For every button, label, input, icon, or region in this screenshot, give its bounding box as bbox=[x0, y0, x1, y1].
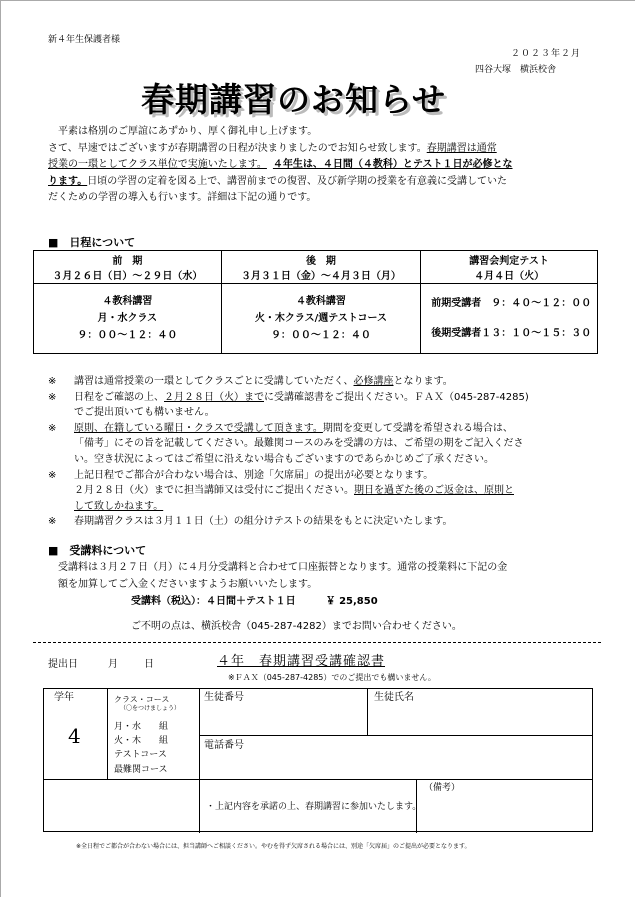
agreement-text: ・上記内容を承諾の上、春期講習に参加いたします。 bbox=[206, 802, 422, 812]
intro-line-1: 平素は格別のご厚誼にあずかり、厚く御礼申し上げます。 bbox=[58, 126, 318, 137]
intro-line-4: ります。日頃の学習の定着を図る上で、講習前までの復習、及び新学期の授業を有意義に受講していた bbox=[48, 175, 508, 187]
divider bbox=[199, 689, 200, 833]
schedule-table bbox=[33, 250, 598, 354]
intro-line-5: だくための学習の導入も行います。詳細は下記の通りです。 bbox=[48, 192, 317, 203]
intro-text bbox=[48, 124, 593, 207]
col3-header: 講習会判定テスト ４月４日（火） bbox=[421, 251, 598, 284]
col1-body: ４教科講習 月・水クラス ９：００～１２：４０ bbox=[34, 284, 222, 354]
fee-text: 受講料は３月２７日（月）に４月分受講料と合わせて口座振替となります。通常の授業料に下記の金 額を加算してご入金くださいますようお願いいたします。 受講料（税込）：４日間＋テスト１日 ￥ 25,850 bbox=[58, 562, 508, 607]
divider bbox=[44, 779, 592, 780]
divider bbox=[367, 689, 368, 735]
schedule-heading: ■ 日程について bbox=[48, 236, 136, 249]
submit-month-label: 月 bbox=[108, 659, 118, 670]
note-item: ※ 上記日程でご都合が合わない場合は、別途「欠席届」の提出が必要となります。 ２月２８日（火）までに担当講師又は受付にご提出ください。期日を過ぎた後のご返金は、原則と して致しかねます。 bbox=[48, 469, 514, 512]
note-item: ※ 日程をご確認の上、２月２８日（火）までに受講確認書をご提出ください。ＦＡＸ（045-287-4285) でご提出頂いても構いません。 bbox=[48, 391, 529, 419]
fee-heading: ■ 受講料について bbox=[48, 544, 147, 557]
intro-line-2: さて、早速ではございますが春期講習の日程が決まりましたのでお知らせ致します。春期講習は通常 bbox=[48, 142, 497, 154]
course-hint: （〇をつけましょう） bbox=[120, 705, 181, 712]
course-option-top[interactable]: 最難関コース bbox=[114, 765, 168, 775]
grade-value: 4 bbox=[68, 724, 81, 748]
student-number-label: 生徒番号 bbox=[204, 692, 244, 703]
col2-header: 後 期 ３月３１日（金）～４月３日（月） bbox=[221, 251, 421, 284]
col3-body: 前期受講者 ９：４０～１２：００ 後期受講者１３：１０～１５：３０ bbox=[421, 284, 598, 354]
submit-day-label: 日 bbox=[144, 659, 154, 670]
grade-label: 学年 bbox=[54, 692, 74, 703]
course-option-test[interactable]: テストコース bbox=[114, 750, 167, 760]
contact-text: ご不明の点は、横浜校舎（045-287-4282）までお問い合わせください。 bbox=[131, 621, 462, 632]
divider bbox=[199, 735, 592, 736]
footnote: ※全日程でご都合が合わない場合には、担当講師へご相談ください。やむを得ず欠席される場合には、別途「欠席届」のご提出が必要となります。 bbox=[76, 843, 471, 850]
note-item: ※ 原則、在籍している曜日・クラスで受講して頂きます。期間を変更して受講を希望される場合は、 「備考」にその旨を記載してください。最難関コースのみを受講の方は、ご希望の期をご記入くださ い。空き状況によってはご希望に沿えない場合もございますのであらかじめご了承ください。 bbox=[48, 422, 524, 465]
fax-note: ※ＦＡＸ（045-287-4285）でのご提出でも構いません。 bbox=[228, 673, 436, 682]
confirmation-form bbox=[43, 688, 593, 832]
col1-header: 前 期 ３月２６日（日）～２９日（水） bbox=[34, 251, 222, 284]
phone-label: 電話番号 bbox=[204, 740, 244, 751]
cut-line bbox=[33, 642, 601, 643]
student-name-label: 生徒氏名 bbox=[374, 692, 414, 703]
submit-date-label: 提出日 bbox=[48, 659, 78, 670]
course-option-tue-thu[interactable]: 火・木 組 bbox=[114, 736, 169, 746]
course-option-mon-wed[interactable]: 月・水 組 bbox=[114, 722, 169, 732]
course-label: クラス・コース bbox=[114, 695, 170, 704]
recipient: 新４年生保護者様 bbox=[48, 35, 121, 45]
note-item: ※ 講習は通常授業の一環としてクラスごとに受講していただく、必修講座となります。 bbox=[48, 376, 453, 387]
intro-line-3: 授業の一環としてクラス単位で実施いたします。 ４年生は、４日間（４教科）とテスト１日が必修とな bbox=[48, 159, 513, 170]
school-name: 四谷大塚 横浜校舎 bbox=[475, 65, 557, 75]
fee-amount: ￥ 25,850 bbox=[325, 596, 378, 607]
col2-body: ４教科講習 火・木クラス/週テストコース ９：００～１２：４０ bbox=[221, 284, 421, 354]
page-title: 春期講習のお知らせ bbox=[141, 80, 447, 119]
remarks-label: （備考） bbox=[424, 783, 461, 793]
fee-label: 受講料（税込）：４日間＋テスト１日 bbox=[131, 596, 296, 607]
issue-date: ２０２３年２月 bbox=[511, 49, 582, 59]
form-title: ４年 春期講習受講確認書 bbox=[217, 654, 386, 669]
notes-list bbox=[48, 374, 608, 530]
divider bbox=[107, 689, 108, 779]
note-item: ※ 春期講習クラスは３月１１日（土）の組分けテストの結果をもとに決定いたします。 bbox=[48, 516, 453, 528]
